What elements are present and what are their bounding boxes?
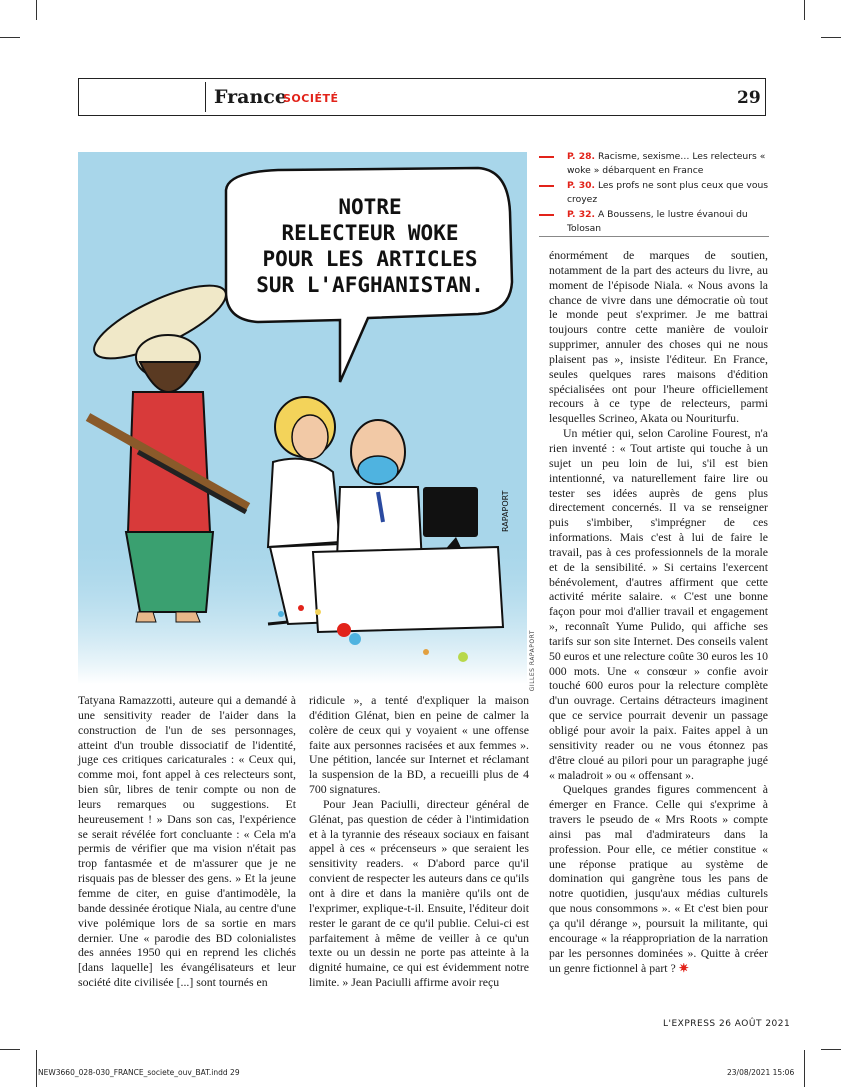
related-page-ref: P. 32.	[567, 209, 596, 221]
article-column-2	[309, 693, 529, 990]
crop-mark	[36, 0, 37, 20]
bullet-dash	[539, 185, 554, 187]
crop-mark	[36, 1050, 37, 1087]
header-divider	[205, 82, 206, 112]
related-item[interactable]	[539, 208, 769, 235]
bullet-dash	[539, 156, 554, 158]
paragraph: ridicule », a tenté d'expliquer la maison d'édition Glénat, bien en peine de calmer la colère de ceux qui y voyaient « une offense faite aux personnes racisées et aux femmes ». Une pétition, lancée sur Internet et réclamant la suspension de la BD, a recueilli plus de 4 700 signatures.	[309, 693, 529, 797]
crop-mark	[804, 1050, 805, 1087]
print-slug-date: 23/08/2021 15:06	[727, 1068, 795, 1077]
bubble-line-2: RELECTEUR WOKE	[281, 221, 459, 245]
crop-mark	[821, 37, 841, 38]
related-page-ref: P. 28.	[567, 151, 596, 162]
paragraph: Un métier qui, selon Caroline Fourest, n'a rien inventé : « Tout artiste qui touche à un sujet un peu loin de lui, s'il est bien intentionné, va naturellement faire lire ou tester ses idées auprès de gens plus directement concernés. Il va se renseigner puis s'imbiber, s'imprégner de ces informations. Mais c'est à lui de faire le travail, pas à ces professionnels de la morale et de la sensibilité. » Si certains l'exercent bénévolement, d'autres affirment que cette activité mérite salaire. « C'est une bonne façon pour moi d'allier travail et engagement », reconnaît Yume Pulido, qui affiche ses tarifs sur son site Internet. Des conseils valent 50 euros et une relecture coûte 30 euros les 10 000 mots. Une « consœur » confie avoir touché 600 euros pour la relecture complète d'un ouvrage. Certains détracteurs imaginent que ce service pourrait devenir un passage obligé pour avoir la paix. Faites appel à un sensitivity reader ou ne vous étonnez pas d'être cloué au pilori pour un paragraphe jugé « maladroit » ou « offensant ».	[549, 426, 768, 782]
bubble-line-3: POUR LES ARTICLES	[262, 247, 478, 271]
page-number: 29	[737, 88, 761, 108]
crop-mark	[0, 37, 20, 38]
crop-mark	[804, 0, 805, 20]
paragraph: Pour Jean Paciulli, directeur général de Glénat, pas question de céder à l'intimidation et à la tyrannie des réseaux sociaux en faisant appel à ces « précenseurs » que seraient les sensitivity readers. « D'abord parce qu'il convient de respecter les auteurs dans ce qu'ils ont à dire et dans la manière qu'ils ont de l'exprimer, explique-t-il. Ensuite, l'éditeur doit rester le garant de ce qu'il publie. Celui-ci est parfaitement à même de veiller à ce qu'un texte ou un dessin ne porte pas atteinte à la dignité humaine, ce qui est évidemment notre limite. » Jean Paciulli affirme avoir reçu	[309, 796, 529, 990]
related-divider	[539, 236, 769, 237]
paragraph	[549, 782, 768, 975]
cartoon-illustration	[78, 152, 527, 684]
related-page-ref: P. 30.	[567, 180, 596, 192]
bubble-line-4: SUR L'AFGHANISTAN.	[256, 273, 484, 297]
related-text: Racisme, sexisme… Les relecteurs « woke » débarquent en France	[567, 151, 766, 176]
end-mark-icon: ✷	[678, 960, 689, 975]
related-articles	[539, 150, 769, 238]
related-item[interactable]	[539, 179, 769, 206]
publication-footer: L'EXPRESS 26 AOÛT 2021	[663, 1019, 791, 1029]
bullet-dash	[539, 214, 554, 216]
crop-mark	[0, 1049, 20, 1050]
section-subtitle: SOCIÉTÉ	[283, 92, 339, 105]
paragraph-text: Quelques grandes figures commencent à émerger en France. Celle qui s'exprime à travers le pseudo de « Mrs Roots » compte ainsi pas mal d'admirateurs dans la profession. Pour elle, ce métier constitue « une réponse pratique au système de domination qui gangrène tous les pans de notre quotidien, jusqu'aux médias culturels que nous consommons ». « Et c'est bien pour ça qu'il dérange », poursuit la militante, qui encourage « la réappropriation de la narration par les personnes dominées ». Quitte à créer un genre fictionnel à part ?	[549, 782, 768, 975]
bubble-line-1: NOTRE	[338, 195, 402, 219]
page-header	[78, 78, 766, 116]
photo-credit: GILLES RAPAPORT	[529, 630, 536, 692]
related-text: Les profs ne sont plus ceux que vous croyez	[567, 180, 769, 205]
paragraph: Tatyana Ramazzotti, auteure qui a demandé à une sensitivity reader de l'aider dans la construction de l'un de ses personnages, atteint d'un trouble dissociatif de l'identité, juge ces critiques caricaturales : « Ceux qui, comme moi, font appel à ces relecteurs sont, bien sûr, libres de tenir compte ou non de leurs remarques ou suggestions. Et heureusement ! » Dans son cas, l'expérience se serait révélée fort concluante : « Cela m'a permis de vérifier que ma vision n'était pas trop fantasmée et de m'assurer que je ne risquais pas de blesser des gens. » Et la jeune femme de citer, en guise d'antimodèle, la bande dessinée érotique Niala, au centre d'une vive polémique lors de sa sortie en mars dernier. Une « parodie des BD colonialistes des années 1950 qui en reprend les clichés [dans laquelle] les évangélisateurs et leur société dite civilisée [...] sont tournés en	[78, 693, 296, 990]
print-slug-file: NEW3660_028-030_FRANCE_societe_ouv_BAT.indd 29	[38, 1068, 240, 1077]
artist-signature: RAPAPORT	[501, 490, 510, 532]
article-column-3	[549, 248, 768, 975]
related-item[interactable]	[539, 150, 769, 177]
related-text: A Boussens, le lustre évanoui du Tolosan	[567, 209, 748, 234]
crop-mark	[821, 1049, 841, 1050]
paragraph: énormément de marques de soutien, notamment de la part des acteurs du livre, au moment de l'épisode Niala. « Nous avons la chance de vivre dans une démocratie où tout le monde peut s'exprimer. Je me battrai toujours contre cette manière de vouloir supprimer, annuler des choses qui ne nous plaisent pas », insiste l'éditeur. En France, seules quelques rares maisons d'édition spécialisées ont pour l'heure officiellement recours à ce type de relecteurs, parmi lesquelles Scrineo, Akata ou Nouriturfu.	[549, 248, 768, 426]
article-column-1	[78, 693, 296, 990]
section-title: France	[214, 86, 287, 108]
